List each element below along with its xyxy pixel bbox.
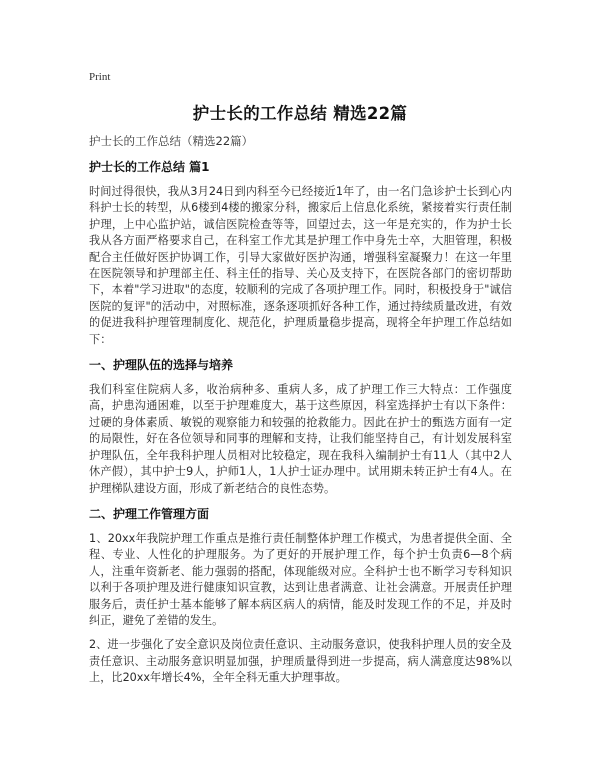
paragraph-work-management-1: 1、20xx年我院护理工作重点是推行责任制整体护理工作模式，为患者提供全面、全程、专业、人性化的护理服务。为了更好的开展护理工作，每个护士负责6—8个病人，注重年资新老、能力强弱的搭配，体现能级对应。全科护士也不断学习专科知识以利于各项护理及进行健康知识宣教，达到让患者满意、让社会满意。开展责任护理服务后，责任护士基本能够了解本病区病人的病情，能及时发现工作的不足，并及时纠正，避免了差错的发生。 [89,531,512,627]
document-title: 护士长的工作总结 精选22篇 [192,104,408,123]
heading-work-management: 二、护理工作管理方面 [89,506,210,521]
paragraph-work-management-2: 2、进一步强化了安全意识及岗位责任意识、主动服务意识，使我科护理人员的安全及责任意识、主动服务意识明显加强，护理质量得到进一步提高，病人满意度达98%以上，比20xx年增长4%，全年全科无重大护理事故。 [89,638,512,685]
document-subtitle: 护士长的工作总结（精选22篇） [89,134,254,148]
document-body [89,132,512,695]
section-title: 护士长的工作总结 篇1 [89,160,210,174]
paragraph-team-selection: 我们科室住院病人多，收治病种多、重病人多，成了护理工作三大特点：工作强度高，护患沟通困难，以至于护理难度大，基于这些原因，科室选择护士有以下条件：过硬的身体素质、敏锐的观察能力和较强的抢救能力。因此在护士的甄选方面有一定的局限性，好在各位领导和同事的理解和支持，让我们能坚持自己，有计划发展科室护理队伍，全年我科护理人员相对比较稳定，现在我科入编制护士有11人（其中2人休产假），其中护士9人，护师1人，1人护士证办理中。试用期未转正护士有4人。在护理梯队建设方面，形成了新老结合的良性态势。 [89,383,512,495]
print-label: Print [89,71,111,83]
heading-team-selection: 一、护理队伍的选择与培养 [89,358,234,373]
intro-paragraph: 时间过得很快，我从3月24日到内科至今已经接近1年了，由一名门急诊护士长到心内科护士长的转型，从6楼到4楼的搬家分科，搬家后上信息化系统，紧接着实行责任制护理，上中心监护站，诚信医院检查等等，回望过去，这一年是充实的，作为护士长我从各方面严格要求自己，在科室工作尤其是护理工作中身先士卒，大胆管理，积极配合主任做好医护协调工作，引导大家做好医护沟通，增强科室凝聚力！在这一年里在医院领导和护理部主任、科主任的指导、关心及支持下，在医院各部门的密切帮助下，本着"学习进取"的态度，较顺利的完成了各项护理工作。同时，积极投身于"诚信医院的复评"的活动中，对照标准，逐条逐项抓好各种工作，通过持续质量改进，有效的促进我科护理管理制度化、规范化，护理质量稳步提高，现将全年护理工作总结如下： [89,185,512,346]
